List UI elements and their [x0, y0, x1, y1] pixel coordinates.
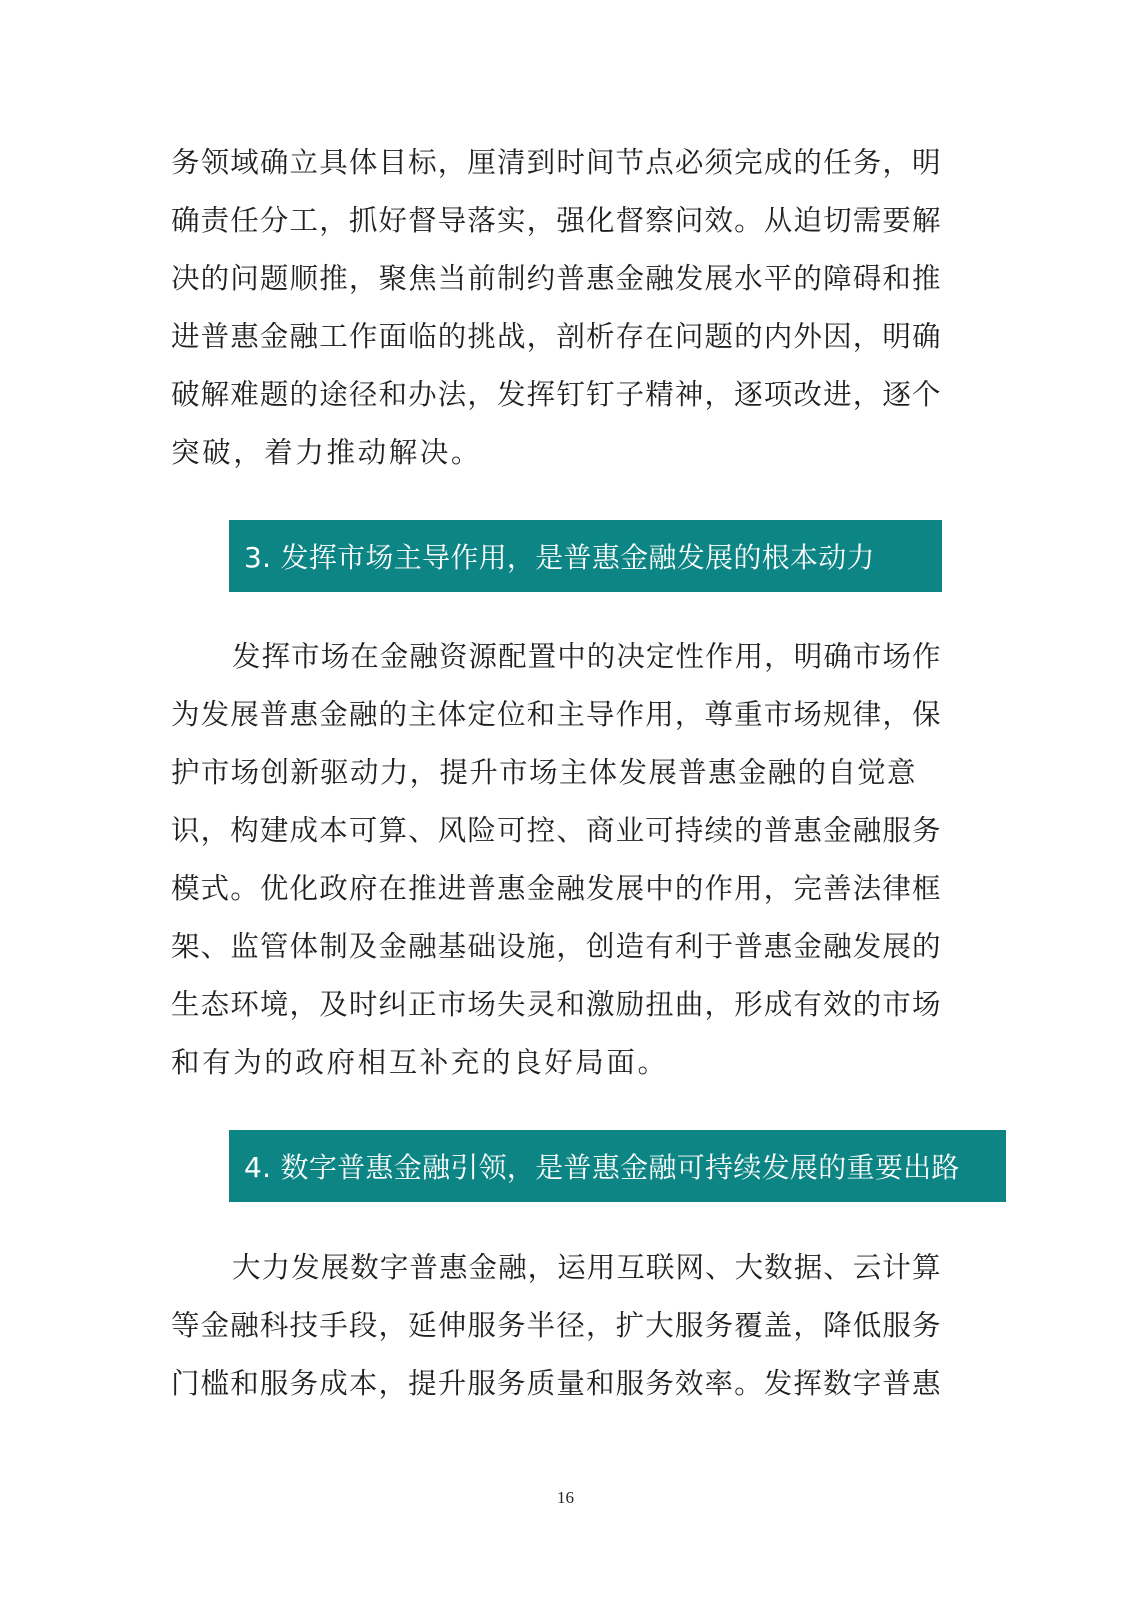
page-number: 16: [557, 1488, 574, 1507]
body-text-line: 务领域确立具体目标，厘清到时间节点必须完成的任务，明: [171, 146, 941, 179]
section-4-heading-box: [229, 1130, 1006, 1202]
body-text-line: 决的问题顺推，聚焦当前制约普惠金融发展水平的障碍和推: [171, 262, 941, 295]
section-4-heading: 4. 数字普惠金融引领，是普惠金融可持续发展的重要出路: [244, 1151, 960, 1184]
body-text-line: 护市场创新驱动力，提升市场主体发展普惠金融的自觉意: [171, 756, 916, 789]
body-text-line: 和有为的政府相互补充的良好局面。: [171, 1046, 669, 1079]
body-text-line: 突破，着力推动解决。: [171, 436, 483, 469]
body-text-line: 等金融科技手段，延伸服务半径，扩大服务覆盖，降低服务: [171, 1309, 941, 1342]
body-text-line: 门槛和服务成本，提升服务质量和服务效率。发挥数字普惠: [171, 1367, 941, 1400]
body-text-line: 识，构建成本可算、风险可控、商业可持续的普惠金融服务: [171, 814, 941, 847]
body-text-line: 发挥市场在金融资源配置中的决定性作用，明确市场作: [232, 640, 941, 673]
body-text-line: 大力发展数字普惠金融，运用互联网、大数据、云计算: [232, 1251, 941, 1284]
section-3-heading: 3. 发挥市场主导作用，是普惠金融发展的根本动力: [244, 541, 875, 574]
body-text-line: 为发展普惠金融的主体定位和主导作用，尊重市场规律，保: [171, 698, 941, 731]
section-3-heading-box: [229, 520, 942, 592]
body-text-line: 破解难题的途径和办法，发挥钉钉子精神，逐项改进，逐个: [171, 378, 941, 411]
body-text-line: 确责任分工，抓好督导落实，强化督察问效。从迫切需要解: [171, 204, 941, 237]
body-text-line: 架、监管体制及金融基础设施，创造有利于普惠金融发展的: [171, 930, 941, 963]
body-text-line: 生态环境，及时纠正市场失灵和激励扭曲，形成有效的市场: [171, 988, 941, 1021]
body-text-line: 进普惠金融工作面临的挑战，剖析存在问题的内外因，明确: [171, 320, 941, 353]
body-text-line: 模式。优化政府在推进普惠金融发展中的作用，完善法律框: [171, 872, 941, 905]
